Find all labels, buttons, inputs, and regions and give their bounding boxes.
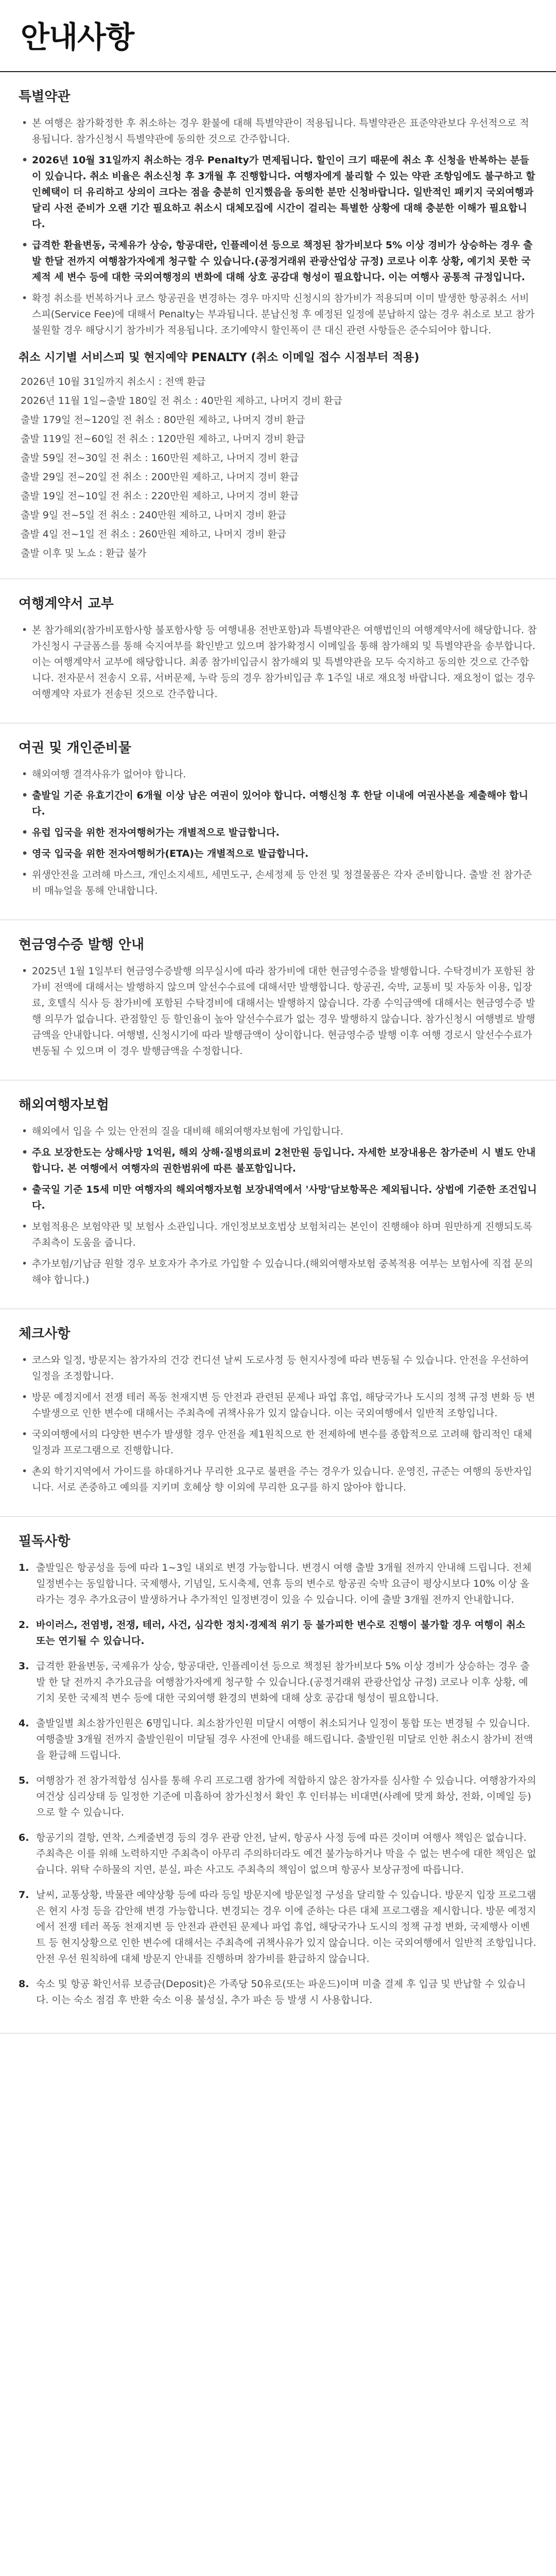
fee-row: 출발 이후 및 노쇼 : 환급 불가: [21, 548, 147, 559]
insurance-list: [19, 1124, 537, 1288]
section-title: 필독사항: [19, 1534, 71, 1549]
item-text: 항공기의 결항, 연착, 스케줄변경 등의 경우 관광 안전, 날씨, 항공사 사정 등에 따른 것이며 여행사 책임은 없습니다. 주최측은 이를 위해 노력하지만 주최측이 아무리 주의하더라도 예견 불가능하거나 막을 수 없는 변수에 대한 책임은 없습니다. 위탁 수하물의 지연, 분실, 파손 사고도 주최측의 책임이 없으며 항공사 보상규정에 따릅니다.: [36, 1832, 536, 1875]
numbered-item: [19, 1773, 537, 1821]
must-read-list: [19, 1560, 537, 2008]
item-number: 4.: [19, 1718, 29, 1729]
fee-row: 출발 4일 전~1일 전 취소 : 260만원 제하고, 나머지 경비 환급: [21, 529, 287, 540]
item-number: 3.: [19, 1660, 29, 1672]
list-item: • 코스와 일정, 방문지는 참가자의 건강 컨디션 날씨 도로사정 등 현지사정에 따라 변동될 수 있습니다. 안전을 우선하여 일정을 조정합니다.: [32, 1352, 537, 1384]
section-title: 체크사항: [19, 1326, 71, 1342]
list-item: • 본 여행은 참가확정한 후 취소하는 경우 환불에 대해 특별약관이 적용됩니다. 특별약관은 표준약관보다 우선적으로 적용됩니다. 참가신청시 특별약관에 동의한 것으로 간주합니다.: [32, 115, 537, 147]
checklist-list: [19, 1352, 537, 1496]
list-item: • 촌외 학기지역에서 가이드를 하대하거나 무리한 요구로 불편을 주는 경우가 있습니다. 운영진, 규준는 여행의 동반자입니다. 서로 존중하고 예의를 지키며 호혜상 향 이외에 무리한 요구를 하지 않아야 합니다.: [32, 1464, 537, 1496]
numbered-item: [19, 1830, 537, 1878]
list-item: • 해외여행 결격사유가 없어야 합니다.: [32, 767, 537, 783]
section-title: 특별약관: [19, 89, 71, 105]
list-item: • 2025년 1월 1일부터 현금영수증발행 의무실시에 따라 참가비에 대한 현금영수증을 발행합니다. 수탁경비가 포함된 참가비 전액에 대해서는 발행하지 않으며 알선수수료에 대해서만 발행합니다. 항공권, 숙박, 교통비 및 자동차 이용, 입장료, 호텔식 식사 등 참가비에 포함된 수탁경비에 대해서는 발행하지 않습니다. 각종 수익금액에 대해서는 현금영수증 발행 의무가 없습니다. 관점할인 등 할인율이 높아 알선수수료가 없는 경우 발행하지 않습니다. 참가신청시 여행별로 발행금액을 안내합니다. 여행별, 신청시기에 따라 발행금액이 상이합니다. 현금영수증 발행 이후 여행 경로시 알선수수료가 변동될 수 있으며 이 경우 발행금액을 수정합니다.: [32, 963, 537, 1059]
item-text: 여행참가 전 참가적합성 심사를 통해 우리 프로그램 참가에 적합하지 않은 참가자를 심사할 수 있습니다. 여행참가자의 여건상 심리상태 등 일정한 기준에 미흡하여 참가신청서 확인 후 인터뷰는 비대면(사례에 맞게 화상, 전화, 이메일 등)으로 할 수 있습니다.: [36, 1775, 536, 1818]
section-checklist: [0, 1309, 556, 1517]
section-contract: [0, 579, 556, 723]
list-item: • 주요 보장한도는 상해사망 1억원, 해외 상해·질병의료비 2천만원 등입니다. 자세한 보장내용은 참가준비 시 별도 안내합니다. 본 여행에서 여행자의 권한범위에 따른 불포함입니다.: [32, 1145, 537, 1177]
list-item: • 2026년 10월 31일까지 취소하는 경우 Penalty가 면제됩니다. 할인이 크기 때문에 취소 후 신청을 반복하는 분들이 있습니다. 취소 비율은 취소신청 후 3개월 후 진행합니다. 여행자에게 불리할 수 있는 약관 조항임에도 불구하고 할인혜택이 더 유리하고 상의이 크다는 점을 충분히 인지했음을 동의한 분만 신청바랍니다. 일반적인 패키지 국외여행과 달리 사전 준비가 오랜 기간 필요하고 취소시 대체모집에 시간이 걸리는 특별한 상황에 대해 충분한 이해가 필요합니다.: [32, 152, 537, 232]
list-item: • 영국 입국을 위한 전자여행허가(ETA)는 개별적으로 발급합니다.: [32, 846, 537, 862]
numbered-item: [19, 1716, 537, 1764]
item-number: 6.: [19, 1832, 29, 1843]
item-number: 8.: [19, 1978, 29, 1990]
fee-row: 출발 29일 전~20일 전 취소 : 200만원 제하고, 나머지 경비 환급: [21, 471, 299, 483]
section-title: 현금영수증 발행 안내: [19, 937, 145, 953]
list-item: • 급격한 환율변동, 국제유가 상승, 항공대란, 인플레이션 등으로 책정된 참가비보다 5% 이상 경비가 상승하는 경우 출발 한달 전까지 여행참가자에게 청구할 수 있습니다.(공정거래위 관광산업상 규정) 코로나 이후 상황, 예기치 못한 국제적 세 변수 등에 대한 국외여행정의 변화에 대해 상호 공감대 형성이 필요합니다. 이는 여행사 공통적 규정입니다.: [32, 238, 537, 285]
fee-row: 출발 59일 전~30일 전 취소 : 160만원 제하고, 나머지 경비 환급: [21, 452, 299, 464]
section-passport: [0, 723, 556, 920]
item-text: 숙소 및 항공 확인서류 보증금(Deposit)은 가족당 50유로(또는 파운드)이며 미출 결제 후 입금 및 반납할 수 있습니다. 이는 숙소 점검 후 반환 숙소 이용 불성실, 추가 파손 등 발생 시 사용합니다.: [36, 1978, 526, 2006]
section-title: 여권 및 개인준비물: [19, 740, 132, 756]
item-text: 출발일은 항공성을 등에 따라 1~3일 내외로 변경 가능합니다. 변경시 여행 출발 3개월 전까지 안내해 드립니다. 전체 일정변수는 동일합니다. 국제행사, 기념일, 도시축제, 연휴 등의 변수로 항공권 숙박 요금이 평상시보다 10% 이상 올라가는 경우 추가요금이 발생하거나 추가적인 일정변경이 있을 수 있습니다. 이에 출발 3개월 전까지 안내합니다.: [36, 1562, 532, 1605]
list-item: • 확정 취소를 번복하거나 코스 항공권을 변경하는 경우 마지막 신청시의 참가비가 적용되며 이미 발생한 항공취소 서비스피(Service Fee)에 대해서 Penalty는 부과됩니다. 분납신청 후 예정된 일정에 분납하지 않는 경우 취소로 보고 참가불원할 경우 해당시기 참가비가 적용됩니다. 조기예약시 할인폭이 큰 대신 관련 사항들은 준수되어야 합니다.: [32, 291, 537, 338]
list-item: • 유럽 입국을 위한 전자여행허가는 개별적으로 발급합니다.: [32, 825, 537, 841]
numbered-item: [19, 1976, 537, 2008]
list-item: • 출국일 기준 15세 미만 여행자의 해외여행자보험 보장내역에서 '사망'담보항목은 제외됩니다. 상법에 기준한 조건입니다.: [32, 1182, 537, 1214]
item-number: 1.: [19, 1562, 29, 1573]
numbered-item: [19, 1617, 537, 1649]
list-item: • 출발일 기준 유효기간이 6개월 이상 남은 여권이 있어야 합니다. 여행신청 후 한달 이내에 여권사본을 제출해야 합니다.: [32, 788, 537, 820]
item-number: 2.: [19, 1619, 29, 1631]
list-item: • 추가보험/기납금 원할 경우 보호자가 추가로 가입할 수 있습니다.(해외여행자보험 중복적용 여부는 보험사에 직접 문의해야 합니다.): [32, 1256, 537, 1288]
section-title: 해외여행자보험: [19, 1097, 109, 1113]
cash-receipt-list: [19, 963, 537, 1059]
fee-row: 출발 19일 전~10일 전 취소 : 220만원 제하고, 나머지 경비 환급: [21, 490, 299, 502]
item-text: 출발일별 최소참가인원은 6명입니다. 최소참가인원 미달시 여행이 취소되거나 일정이 통합 또는 변경될 수 있습니다. 여행출발 3개월 전까지 출발인원이 미달될 경우 사전에 안내를 해드립니다. 출발인원 미달로 인한 취소시 참가비 전액을 환급해 드립니다.: [36, 1718, 533, 1761]
fee-row: 출발 119일 전~60일 전 취소 : 120만원 제하고, 나머지 경비 환급: [21, 433, 305, 445]
section-title: 여행계약서 교부: [19, 596, 114, 612]
list-item: • 보험적용은 보험약관 및 보험사 소관입니다. 개인정보보호법상 보험처리는 본인이 진행해야 하며 원만하게 진행되도록 주최측이 도움을 줍니다.: [32, 1219, 537, 1251]
fee-table-title: 취소 시기별 서비스피 및 현지예약 PENALTY (취소 이메일 접수 시점부터 적용): [19, 351, 420, 364]
fee-row: 출발 179일 전~120일 전 취소 : 80만원 제하고, 나머지 경비 환급: [21, 414, 305, 426]
page-header: [0, 0, 556, 72]
page-title: 안내사항: [21, 20, 134, 55]
item-text: 날씨, 교통상황, 박물관 예약상황 등에 따라 등일 방문지에 방문일정 구성을 달리할 수 있습니다. 방문지 입장 프로그램은 현지 사정 등을 감안해 변경 가능합니다. 변경되는 경우 이에 준하는 다른 대체 프로그램을 제시합니다. 방문 예정지에서 전쟁 테러 폭동 천재지변 등 안전과 관련된 문제나 파업 휴업, 해당국가나 도시의 정책 규정 변화, 국제행사 이벤트 등 현지상황으로 인한 변수에 대해서는 주최측에 귀책사유가 있지 않습니다. 이는 국외여행에서 일반적 조항입니다. 안전 우선 원칙하에 대체 방문지 안내를 진행하며 참가비를 환급하지 않습니다.: [36, 1889, 536, 1964]
item-text: 급격한 환율변동, 국제유가 상승, 항공대란, 인플레이션 등으로 책정된 참가비보다 5% 이상 경비가 상승하는 경우 출발 한 달 전까지 추가요금을 여행참가자에게 청구할 수 있습니다.(공정거래위 관광산업상 규정) 코로나 이후 상황, 예기치 못한 국제적 변수 등에 대한 국외여행 환경의 변화에 대해 상호 공감대 형성이 필요합니다.: [36, 1660, 530, 1704]
item-number: 7.: [19, 1889, 29, 1901]
contract-list: [19, 622, 537, 702]
item-number: 5.: [19, 1775, 29, 1786]
item-text: 바이러스, 전염병, 전쟁, 테러, 사건, 심각한 정치·경제적 위기 등 불가피한 변수로 진행이 불가할 경우 여행이 취소 또는 연기될 수 있습니다.: [36, 1619, 526, 1647]
fee-row: 2026년 11월 1일~출발 180일 전 취소 : 40만원 제하고, 나머지 경비 환급: [21, 395, 343, 406]
numbered-item: [19, 1887, 537, 1967]
fee-row: 출발 9일 전~5일 전 취소 : 240만원 제하고, 나머지 경비 환급: [21, 510, 287, 521]
numbered-item: [19, 1658, 537, 1706]
section-insurance: [0, 1080, 556, 1309]
section-special-terms: [0, 72, 556, 579]
special-terms-list: [19, 115, 537, 338]
list-item: • 방문 예정지에서 전쟁 테러 폭동 천재지변 등 안전과 관련된 문제나 파업 휴업, 해당국가나 도시의 정책 규정 변화 등 변수발생으로 인한 변수에 대해서는 주최측에 귀책사유가 있지 않습니다. 이는 국외여행에서 일반적 조항입니다.: [32, 1389, 537, 1421]
list-item: • 본 참가해외(참가비포함사항 불포함사항 등 여행내용 전반포함)과 특별약관은 여행법인의 여행계약서에 해당합니다. 참가신청시 구글폼스를 통해 숙지여부를 확인받고 있으며 참가확정시 이메일을 통해 참가해외 및 특별약관을 송부합니다. 이는 여행계약서 교부에 해당합니다. 최종 참가비입금시 참가해외 및 특별약관을 모두 숙지하고 동의한 것으로 간주합니다. 전자문서 전송시 오류, 서버문제, 누락 등의 경우 참가비입금 후 1주일 내로 재요청 바랍니다. 재요청이 없는 경우 여행계약 자료가 전송된 것으로 간주합니다.: [32, 622, 537, 702]
section-cash-receipt: [0, 920, 556, 1080]
section-must-read: [0, 1517, 556, 2033]
fee-schedule: [19, 372, 537, 563]
passport-list: [19, 767, 537, 899]
list-item: • 국외여행에서의 다양한 변수가 발생할 경우 안전을 제1원칙으로 한 전제하에 변수를 종합적으로 고려해 합리적인 대체 일정과 프로그램으로 진행합니다.: [32, 1427, 537, 1459]
list-item: • 위생안전을 고려해 마스크, 개인소지세트, 세면도구, 손세정제 등 안전 및 청결물품은 각자 준비합니다. 출발 전 참가준비 매뉴얼을 통해 안내합니다.: [32, 867, 537, 899]
numbered-item: [19, 1560, 537, 1608]
list-item: • 해외에서 입을 수 있는 안전의 질을 대비해 해외여행자보험에 가입합니다.: [32, 1124, 537, 1140]
fee-row: 2026년 10월 31일까지 취소시 : 전액 환급: [21, 376, 206, 387]
